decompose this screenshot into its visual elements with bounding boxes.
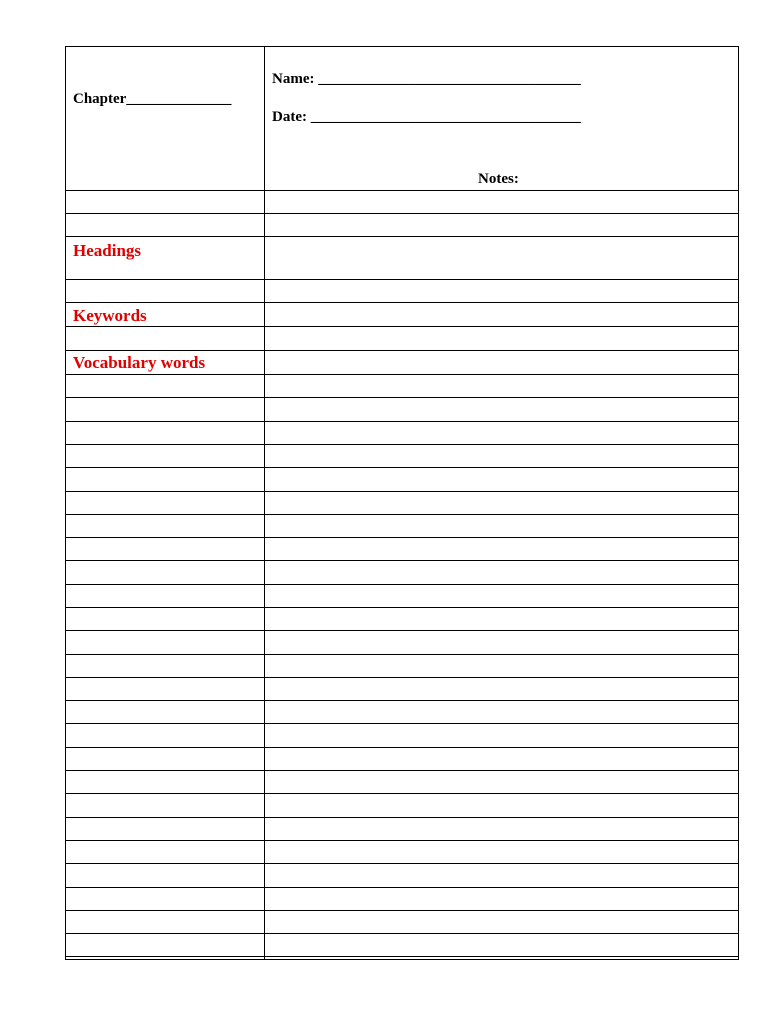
rule-line: [66, 467, 738, 468]
rule-line: [66, 933, 738, 934]
rule-line: [66, 374, 738, 375]
rule-line: [66, 887, 738, 888]
rule-line: [66, 326, 738, 327]
rule-line: [66, 444, 738, 445]
rule-line: [66, 654, 738, 655]
rule-line: [66, 723, 738, 724]
rule-line: [66, 302, 738, 303]
headings-label: Headings: [73, 241, 142, 260]
notes-label: Notes:: [478, 171, 519, 187]
rule-line: [66, 397, 738, 398]
rule-line: [66, 863, 738, 864]
column-divider: [264, 47, 265, 959]
rule-line: [66, 747, 738, 748]
rule-line: [66, 213, 738, 214]
rule-line: [66, 560, 738, 561]
rule-line: [66, 279, 738, 280]
rule-line: [66, 537, 738, 538]
rule-line: [66, 956, 738, 957]
rule-line: [66, 793, 738, 794]
rule-line: [66, 514, 738, 515]
rule-line: [66, 584, 738, 585]
rule-line: [66, 700, 738, 701]
rule-line: [66, 840, 738, 841]
rule-line: [66, 630, 738, 631]
rule-line: [66, 491, 738, 492]
date-field: Date: ____________________________________: [272, 109, 581, 125]
rule-line: [66, 236, 738, 237]
rule-line: [66, 817, 738, 818]
rule-line: [66, 190, 738, 191]
chapter-label: Chapter______________: [73, 91, 232, 107]
rule-line: [66, 677, 738, 678]
notes-sheet: [65, 46, 739, 960]
rule-line: [66, 770, 738, 771]
vocabulary-words-label: Vocabulary words: [73, 353, 206, 372]
rule-line: [66, 910, 738, 911]
name-field: Name: ___________________________________: [272, 71, 581, 87]
keywords-label: Keywords: [73, 306, 147, 325]
rule-line: [66, 350, 738, 351]
rule-line: [66, 421, 738, 422]
rule-line: [66, 607, 738, 608]
